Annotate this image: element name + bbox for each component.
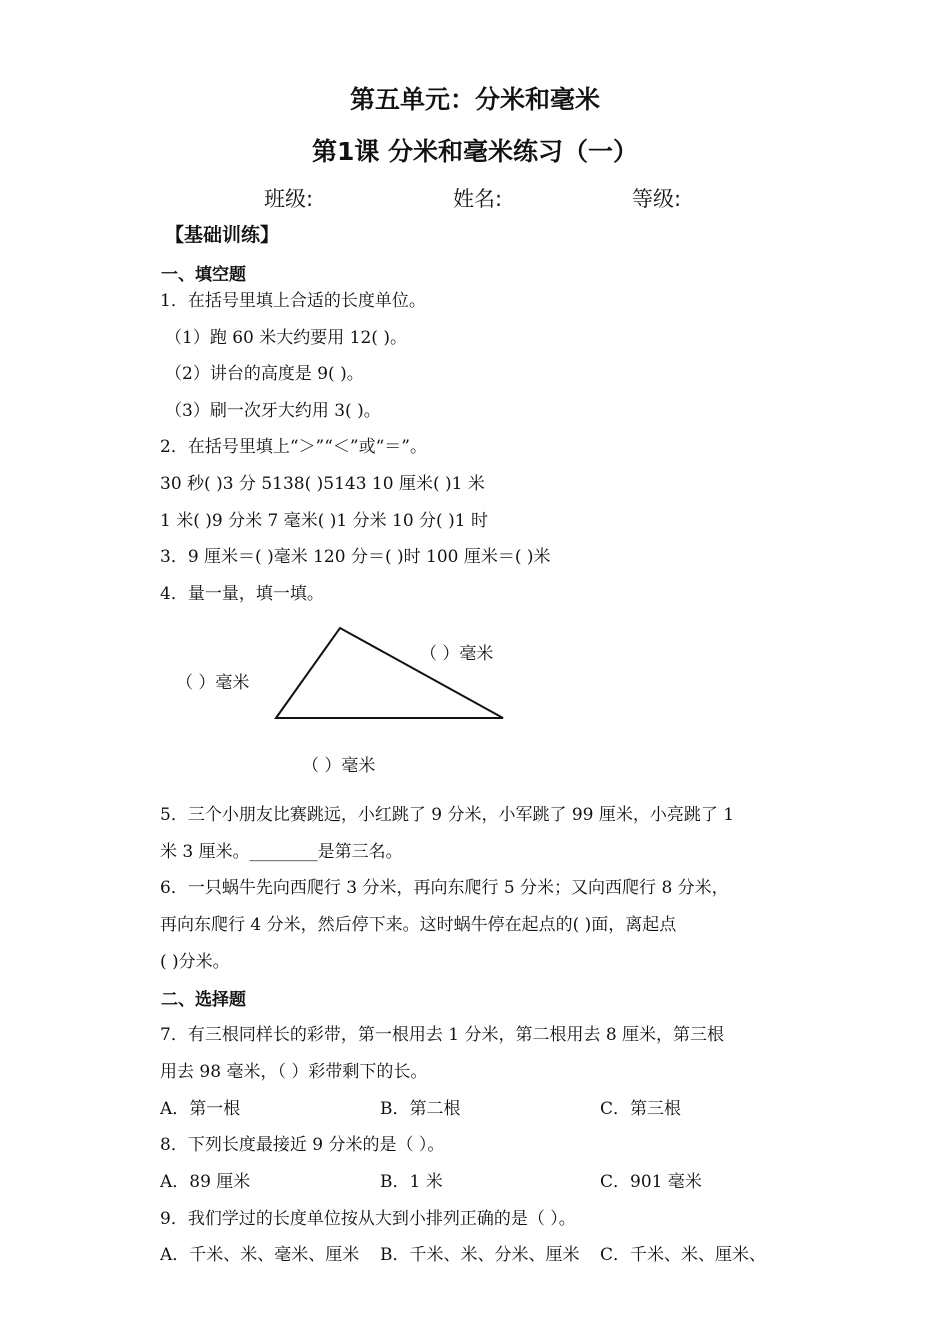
q7-option-b: B．第二根 bbox=[380, 1099, 461, 1119]
q3-line: 3．9 厘米＝( )毫米 120 分＝( )时 100 厘米＝( )米 bbox=[160, 547, 551, 567]
q5-line-2: 米 3 厘米。________是第三名。 bbox=[160, 842, 403, 862]
q6-line-3: ( )分米。 bbox=[160, 952, 230, 972]
q7-line-2: 用去 98 毫米，（ ）彩带剩下的长。 bbox=[160, 1062, 428, 1082]
q9-stem: 9．我们学过的长度单位按从大到小排列正确的是（ ）。 bbox=[160, 1209, 576, 1229]
part1-title: 一、填空题 bbox=[161, 265, 246, 285]
grade-label: 等级: bbox=[632, 187, 682, 211]
q7-option-a: A．第一根 bbox=[160, 1099, 241, 1119]
triangle-bottom-side-label: （ ）毫米 bbox=[302, 756, 376, 776]
q2-stem: 2．在括号里填上“＞”“＜”或“＝”。 bbox=[160, 437, 427, 457]
name-label: 姓名: bbox=[453, 187, 503, 211]
q1-item-2: （2）讲台的高度是 9( )。 bbox=[165, 364, 364, 384]
q2-row-1: 30 秒( )3 分 5138( )5143 10 厘米( )1 米 bbox=[160, 474, 485, 494]
unit-title: 第五单元：分米和毫米 bbox=[349, 85, 600, 114]
q9-option-c: C．千米、米、厘米、 bbox=[600, 1245, 767, 1265]
triangle-right-side-label: （ ）毫米 bbox=[420, 644, 494, 664]
q5-line-1: 5．三个小朋友比赛跳远，小红跳了 9 分米，小军跳了 99 厘米，小亮跳了 1 bbox=[160, 805, 735, 825]
triangle-figure bbox=[270, 622, 510, 724]
q1-item-1: （1）跑 60 米大约要用 12( )。 bbox=[165, 328, 407, 348]
lesson-title: 第1课 分米和毫米练习（一） bbox=[311, 137, 639, 166]
triangle-left-side-label: （ ）毫米 bbox=[176, 673, 250, 693]
q4-stem: 4．量一量，填一填。 bbox=[160, 584, 324, 604]
class-label: 班级: bbox=[264, 187, 314, 211]
q8-option-c: C．901 毫米 bbox=[600, 1172, 702, 1192]
q8-option-a: A．89 厘米 bbox=[160, 1172, 251, 1192]
q9-option-a: A．千米、米、毫米、厘米 bbox=[160, 1245, 360, 1265]
q9-option-b: B．千米、米、分米、厘米 bbox=[380, 1245, 580, 1265]
q7-line-1: 7．有三根同样长的彩带，第一根用去 1 分米，第二根用去 8 厘米，第三根 bbox=[160, 1025, 725, 1045]
q1-item-3: （3）刷一次牙大约用 3( )。 bbox=[165, 401, 381, 421]
q2-row-2: 1 米( )9 分米 7 毫米( )1 分米 10 分( )1 时 bbox=[160, 511, 488, 531]
q7-option-c: C．第三根 bbox=[600, 1099, 682, 1119]
q8-stem: 8．下列长度最接近 9 分米的是（ ）。 bbox=[160, 1135, 445, 1155]
q1-stem: 1．在括号里填上合适的长度单位。 bbox=[160, 291, 426, 311]
q6-line-2: 再向东爬行 4 分米，然后停下来。这时蜗牛停在起点的( )面，离起点 bbox=[160, 915, 677, 935]
section-basic-training: 【基础训练】 bbox=[165, 224, 280, 246]
q6-line-1: 6．一只蜗牛先向西爬行 3 分米，再向东爬行 5 分米；又向西爬行 8 分米， bbox=[160, 878, 729, 898]
q8-option-b: B．1 米 bbox=[380, 1172, 443, 1192]
part2-title: 二、选择题 bbox=[161, 990, 246, 1010]
